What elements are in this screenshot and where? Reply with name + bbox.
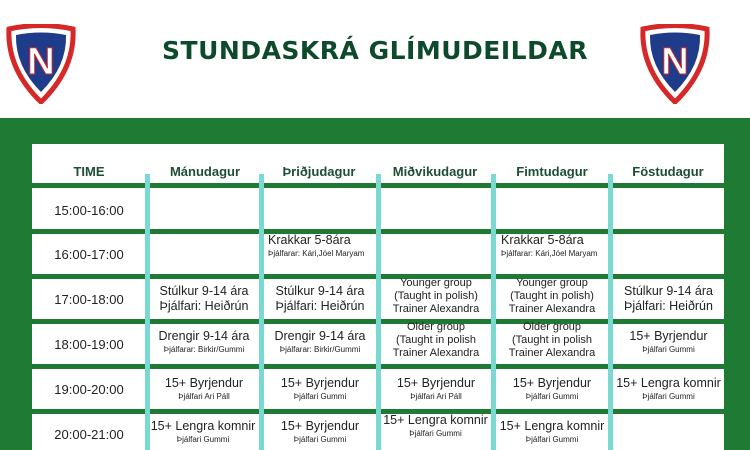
time-slot: 20:00-21:00	[54, 427, 124, 442]
class-name: Krakkar 5-8ára	[501, 233, 584, 247]
class-coach: Þjálfari: Heiðrún	[275, 299, 365, 313]
class-cell	[268, 233, 374, 259]
header-time: TIME	[73, 164, 105, 179]
class-cell	[613, 329, 724, 355]
class-cell	[501, 233, 607, 259]
class-language: (Taught in polish	[511, 334, 593, 346]
class-coach: Þjálfari Ari Páll	[410, 392, 462, 401]
time-slot: 19:00-20:00	[54, 382, 124, 397]
class-name: Drengir 9-14 ára	[274, 329, 366, 343]
class-coach: Trainer Alexandra	[508, 303, 596, 315]
class-coach: Þjálfari Gummi	[642, 392, 695, 401]
class-coach: Þjálfarar: Birkir/Gummi	[163, 345, 245, 354]
class-cell	[150, 329, 258, 355]
class-name: 15+ Byrjendur	[164, 376, 244, 390]
header-wednesday: Miðvikudagur	[392, 164, 478, 179]
header-tuesday: Þriðjudagur	[282, 164, 356, 179]
club-logo-right	[640, 24, 710, 104]
class-name: 15+ Lengra komnir	[150, 419, 256, 433]
time-slot: 17:00-18:00	[54, 292, 124, 307]
svg-text:N: N	[661, 41, 689, 83]
class-coach: Þjálfari: Heiðrún	[159, 299, 249, 313]
class-cell	[150, 376, 258, 402]
class-name: Older group	[522, 321, 582, 333]
class-coach: Þjálfari: Heiðrún	[624, 299, 713, 313]
header-monday: Mánudagur	[169, 164, 241, 179]
class-coach: Þjálfari Gummi	[525, 435, 579, 444]
class-coach: Trainer Alexandra	[508, 347, 596, 359]
class-cell	[613, 284, 724, 314]
class-coach: Trainer Alexandra	[392, 347, 480, 359]
class-cell	[264, 329, 376, 355]
class-name: Krakkar 5-8ára	[268, 233, 351, 247]
class-name: Younger group	[400, 277, 472, 289]
class-name: 15+ Byrjendur	[512, 376, 592, 390]
class-name: Younger group	[516, 277, 588, 289]
header-friday: Föstudagur	[632, 164, 704, 179]
class-cell	[381, 321, 491, 360]
class-coach: Þjálfari Gummi	[293, 392, 347, 401]
class-coach: Þjálfari Gummi	[293, 435, 347, 444]
page-title: STUNDASKRÁ GLÍMUDEILDAR	[162, 36, 588, 65]
class-language: (Taught in polish)	[394, 290, 478, 302]
class-coach: Þjálfarar: Kári,Jóel Maryam	[501, 249, 598, 258]
class-coach: Þjálfarar: Birkir/Gummi	[279, 345, 361, 354]
class-name: 15+ Byrjendur	[280, 419, 360, 433]
class-cell	[496, 376, 608, 402]
time-slot: 16:00-17:00	[54, 247, 124, 262]
class-cell	[147, 419, 259, 445]
class-coach: Þjálfari Gummi	[525, 392, 579, 401]
class-name: 15+ Lengra komnir	[616, 376, 721, 390]
class-coach: Trainer Alexandra	[392, 303, 480, 315]
class-coach: Þjálfari Gummi	[176, 435, 230, 444]
class-name: Drengir 9-14 ára	[158, 329, 250, 343]
class-language: (Taught in polish	[395, 334, 477, 346]
header	[0, 0, 750, 118]
class-name: Older group	[406, 321, 466, 333]
class-cell	[150, 284, 258, 314]
class-name: 15+ Lengra komnir	[383, 413, 488, 427]
class-name: 15+ Byrjendur	[629, 329, 708, 343]
class-name: 15+ Byrjendur	[396, 376, 476, 390]
class-coach: Þjálfarar: Kári,Jóel Maryam	[268, 249, 365, 258]
class-cell	[496, 277, 608, 316]
class-coach: Þjálfari Ari Páll	[178, 392, 230, 401]
class-cell	[496, 419, 608, 445]
class-coach: Þjálfari Gummi	[409, 429, 462, 438]
header-thursday: Fimtudagur	[516, 164, 588, 179]
class-coach: Þjálfari Gummi	[642, 345, 695, 354]
class-name: Stúlkur 9-14 ára	[159, 284, 249, 298]
class-name: Stúlkur 9-14 ára	[275, 284, 365, 298]
class-cell	[381, 277, 491, 316]
class-cell	[613, 376, 724, 402]
class-name: Stúlkur 9-14 ára	[624, 284, 713, 298]
svg-text:N: N	[27, 41, 55, 83]
time-slot: 18:00-19:00	[54, 337, 124, 352]
class-cell	[264, 376, 376, 402]
class-cell	[381, 376, 491, 402]
time-slot: 15:00-16:00	[54, 203, 124, 218]
class-name: 15+ Lengra komnir	[499, 419, 605, 433]
class-cell	[264, 419, 376, 445]
class-cell	[496, 321, 608, 360]
class-cell	[379, 413, 492, 439]
class-language: (Taught in polish)	[510, 290, 594, 302]
class-name: 15+ Byrjendur	[280, 376, 360, 390]
class-cell	[264, 284, 376, 314]
